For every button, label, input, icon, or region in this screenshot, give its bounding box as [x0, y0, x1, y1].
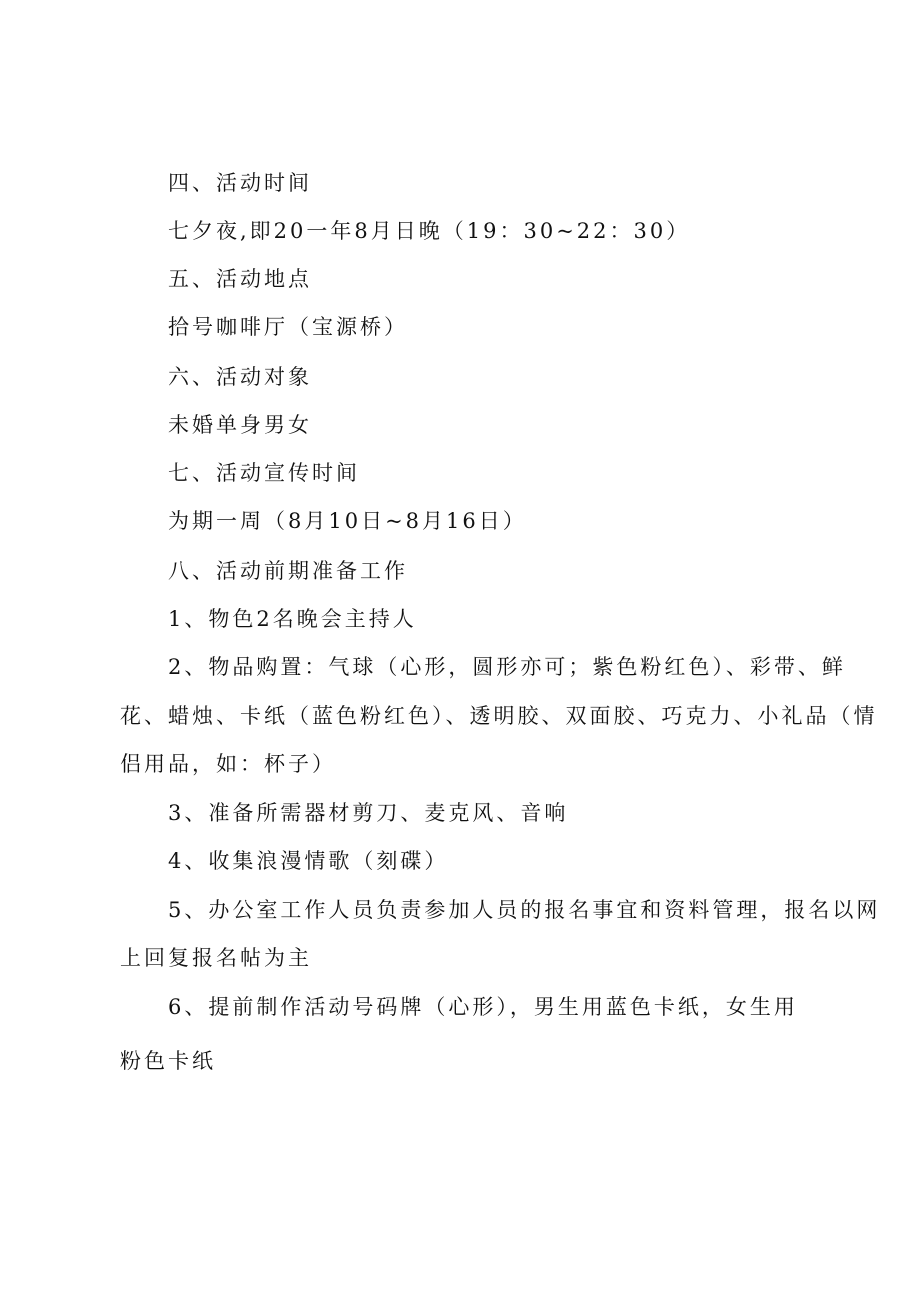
prep-item-2-line-1: 2、物品购置：气球（心形，圆形亦可；紫色粉红色）、彩带、鲜 — [168, 655, 846, 679]
section-heading-preparation: 八、活动前期准备工作 — [168, 559, 408, 583]
event-audience-text: 未婚单身男女 — [168, 413, 312, 437]
section-heading-location: 五、活动地点 — [168, 267, 312, 291]
section-heading-promotion: 七、活动宣传时间 — [168, 461, 360, 485]
prep-item-3: 3、准备所需器材剪刀、麦克风、音响 — [168, 801, 569, 825]
event-time-text: 七夕夜,即20一年8月日晚（19：30~22：30） — [168, 219, 691, 243]
promotion-period-text: 为期一周（8月10日~8月16日） — [168, 509, 527, 533]
prep-item-1: 1、物色2名晚会主持人 — [168, 607, 417, 631]
section-heading-audience: 六、活动对象 — [168, 365, 312, 389]
prep-item-5-line-1: 5、办公室工作人员负责参加人员的报名事宜和资料管理，报名以网 — [168, 898, 881, 922]
prep-item-6-line-2: 粉色卡纸 — [120, 1049, 216, 1073]
prep-item-5-line-2: 上回复报名帖为主 — [120, 946, 312, 970]
section-heading-time: 四、活动时间 — [168, 171, 312, 195]
prep-item-2-line-3: 侣用品，如：杯子） — [120, 752, 336, 776]
prep-item-4: 4、收集浪漫情歌（刻碟） — [168, 849, 449, 873]
prep-item-2-line-2: 花、蜡烛、卡纸（蓝色粉红色）、透明胶、双面胶、巧克力、小礼品（情 — [120, 704, 878, 728]
event-location-text: 拾号咖啡厅（宝源桥） — [168, 315, 408, 339]
prep-item-6-line-1: 6、提前制作活动号码牌（心形），男生用蓝色卡纸，女生用 — [168, 995, 798, 1019]
